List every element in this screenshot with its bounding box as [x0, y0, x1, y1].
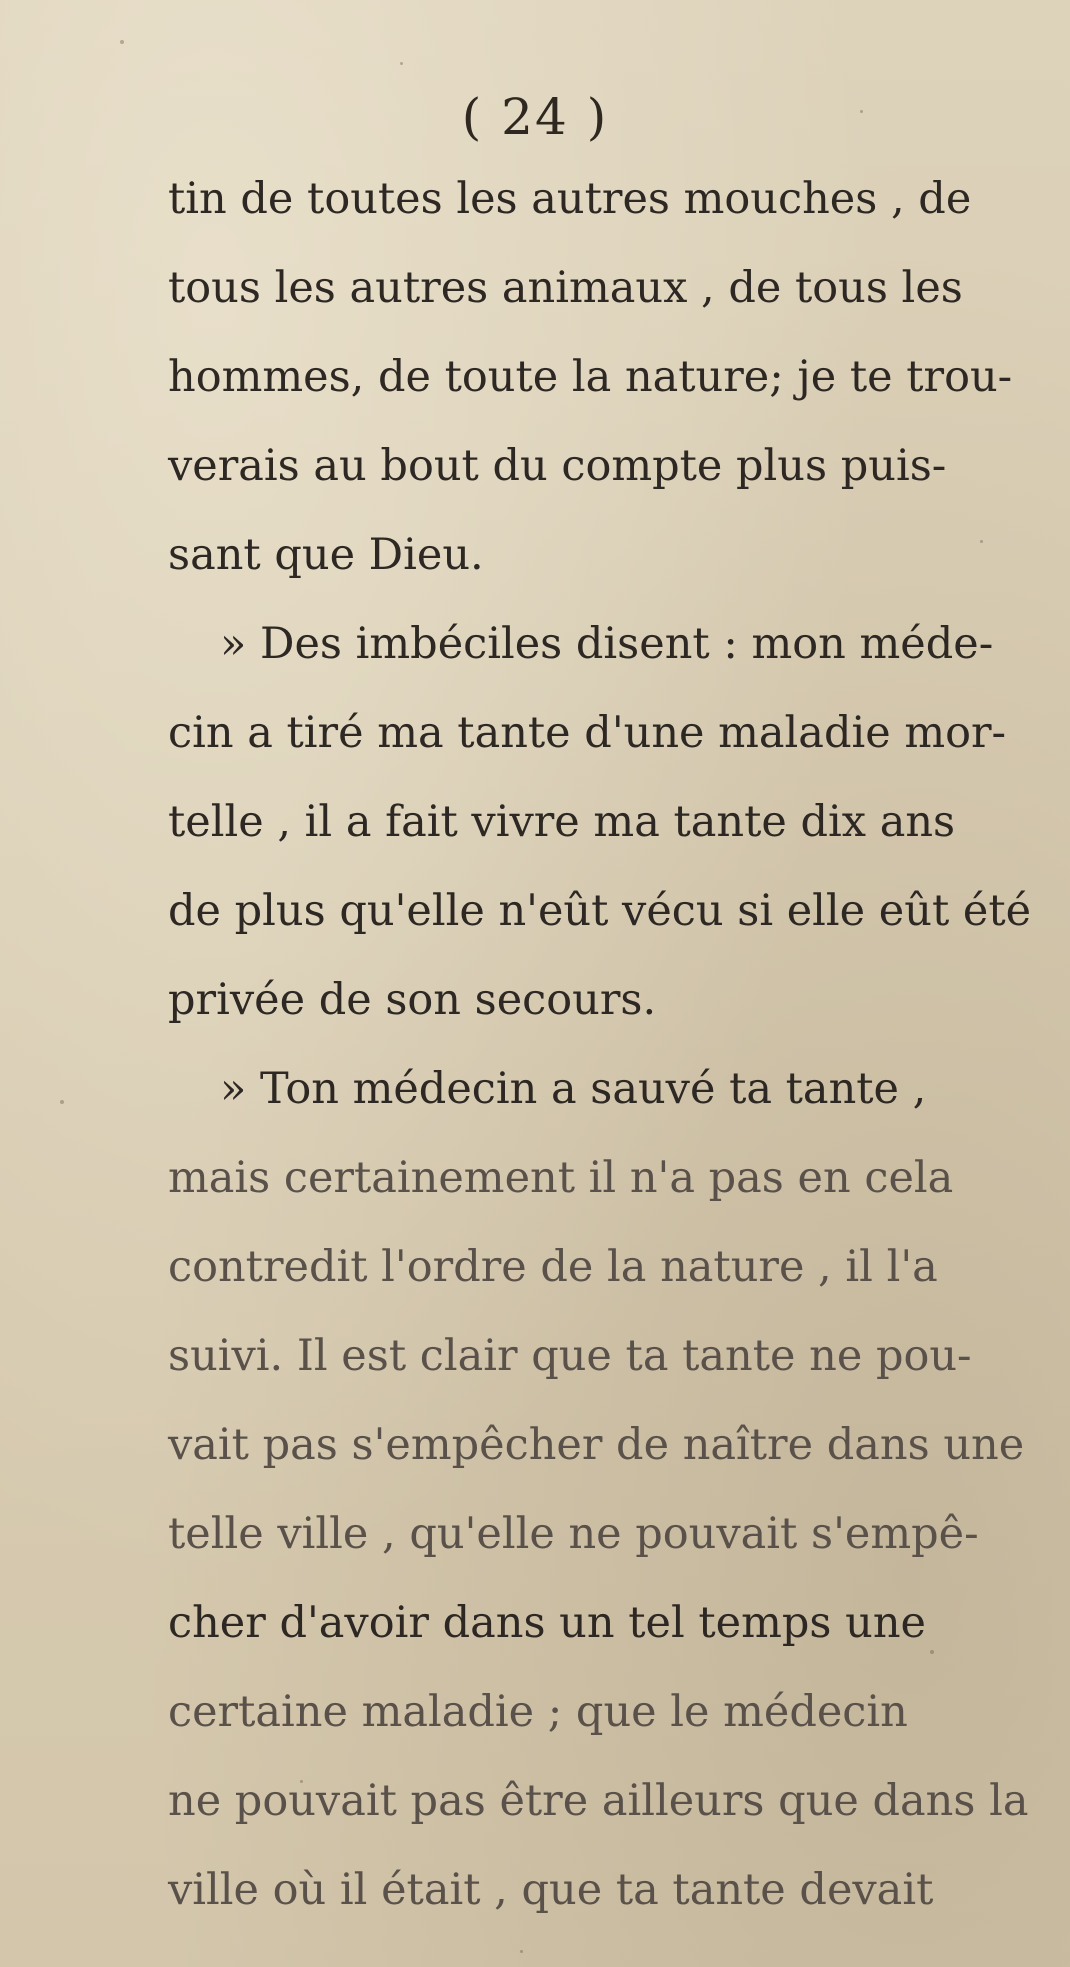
text-line: cin a tiré ma tante d'une maladie mor- — [168, 708, 1007, 758]
paragraph-start-line: » Ton médecin a sauvé ta tante , — [220, 1064, 927, 1114]
page-number: ( 24 ) — [461, 88, 609, 146]
text-line: mais certainement il n'a pas en cela — [168, 1153, 954, 1203]
paragraph-start-line: » Des imbéciles disent : mon méde- — [220, 619, 994, 669]
paper-speck — [400, 62, 403, 65]
text-line: ne pouvait pas être ailleurs que dans la — [168, 1776, 1029, 1826]
text-line: vait pas s'empêcher de naître dans une — [168, 1420, 1025, 1470]
text-line: verais au bout du compte plus puis- — [168, 441, 947, 491]
text-line: tin de toutes les autres mouches , de — [168, 174, 972, 224]
text-line: contredit l'ordre de la nature , il l'a — [168, 1242, 938, 1292]
text-line: hommes, de toute la nature; je te trou- — [168, 352, 1013, 402]
text-line: tous les autres animaux , de tous les — [168, 263, 963, 313]
paper-speck — [60, 1100, 64, 1104]
text-line: ville où il était , que ta tante devait — [168, 1865, 934, 1915]
text-line: privée de son secours. — [168, 975, 657, 1025]
paper-speck — [120, 40, 124, 44]
text-line: certaine maladie ; que le médecin — [168, 1687, 908, 1737]
text-line: suivi. Il est clair que ta tante ne pou- — [168, 1331, 972, 1381]
text-line: telle ville , qu'elle ne pouvait s'empê- — [168, 1509, 979, 1559]
paper-speck — [520, 1950, 523, 1953]
text-line: sant que Dieu. — [168, 530, 484, 580]
body-text — [168, 155, 1048, 1935]
text-line: de plus qu'elle n'eût vécu si elle eût été — [168, 886, 1032, 936]
text-line: telle , il a fait vivre ma tante dix ans — [168, 797, 956, 847]
text-line: cher d'avoir dans un tel temps une — [168, 1598, 926, 1648]
